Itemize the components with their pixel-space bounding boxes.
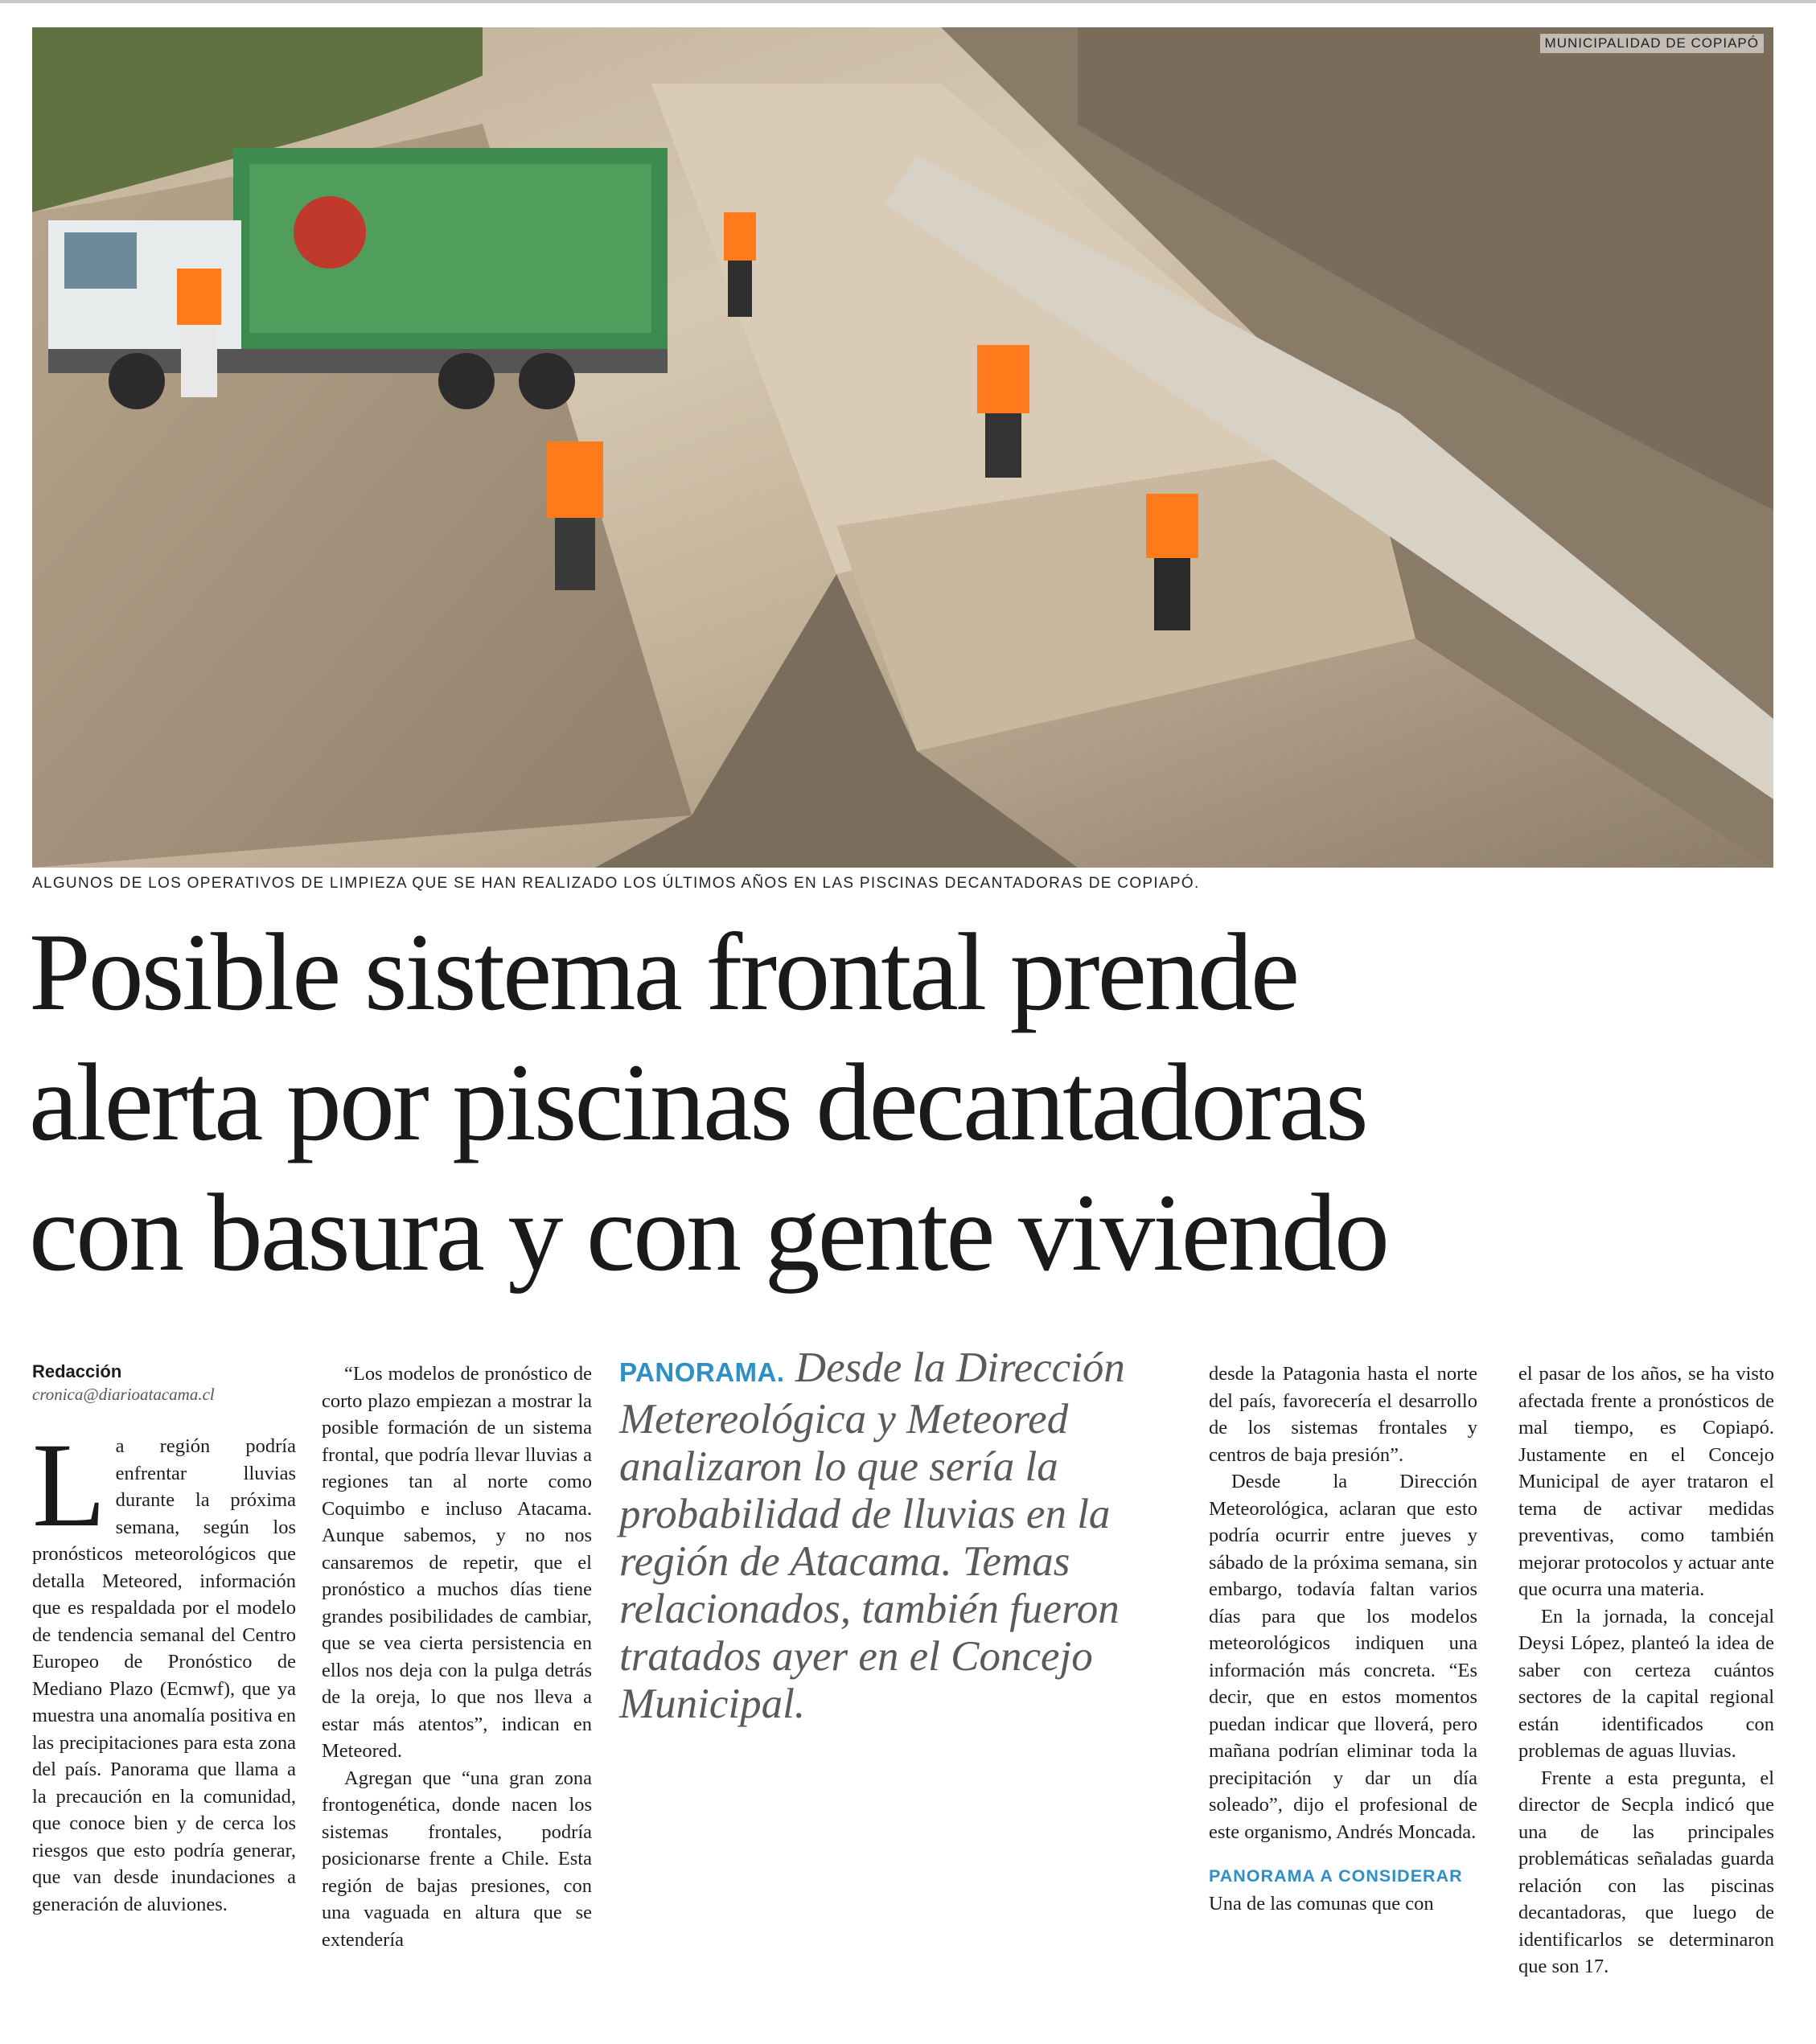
article-summary: [619, 1344, 1182, 1728]
paragraph: el pasar de los años, se ha visto afectada frente a pronósticos de mal tiempo, es Copiapó. Justamente en el Concejo Municipal de ayer trataron el tema de activar medidas preventivas, como también mejorar protocolos y actuar ante que ocurra una materia.: [1518, 1363, 1774, 1600]
summary-kicker: PANORAMA.: [619, 1357, 785, 1387]
paragraph: Agregan que “una gran zona frontogenética, donde nacen los sistemas frontales, podría posicionarse frente a Chile. Esta región de bajas presiones, con una vaguada en altura que se extendería: [322, 1767, 592, 1951]
article-column-5: [1518, 1361, 1774, 1980]
summary-text: Desde la Dirección Metereológica y Meteored analizaron lo que sería la probabilidad de lluvias en la región de Atacama. Temas relacionados, también fueron tratados ayer en el Concejo Municipal.: [619, 1344, 1125, 1727]
headline-line-2: alerta por piscinas decantadoras: [29, 1040, 1366, 1164]
lead-text: a región podría enfrentar lluvias durante la próxima semana, según los pronósticos meteorológicos que detalla Meteored, información que es respaldada por el modelo de tendencia semanal del Centro Europeo de Pronóstico de Mediano Plazo (Ecmwf), que ya muestra una anomalía positiva en las precipitaciones para esta zona del país. Panorama que llama a la precaución en la comunidad, que conoce bien y de cerca los riesgos que esto podría generar, que van desde inundaciones a generación de aluviones.: [32, 1435, 296, 1915]
paragraph: Desde la Dirección Meteorológica, aclaran que esto podría ocurrir entre jueves y sábado de la próxima semana, sin embargo, todavía faltan varios días para que los modelos meteorológicos indiquen una información más concreta. “Es decir, que en estos momentos puedan indicar que lloverá, pero mañana podrían eliminar toda la precipitación y dar un día soleado”, dijo el profesional de este organismo, Andrés Moncada.: [1209, 1471, 1477, 1843]
top-rule: [0, 0, 1816, 3]
photo-credit: MUNICIPALIDAD DE COPIAPÓ: [1540, 34, 1764, 53]
section-subhead: PANORAMA A CONSIDERAR: [1209, 1866, 1463, 1886]
headline-line-3: con basura y con gente viviendo: [29, 1171, 1387, 1294]
byline-email[interactable]: cronica@diarioatacama.cl: [32, 1385, 215, 1404]
headline-line-1: Posible sistema frontal prende: [29, 910, 1298, 1033]
article-column-2: [322, 1361, 592, 1953]
truck-illustration: [48, 148, 668, 409]
photo-illustration: [32, 27, 1773, 868]
paragraph: Frente a esta pregunta, el director de Secpla indicó que una de las principales problemáticas señaladas guarda relación con las piscinas decantadoras, que luego de identificarlos se determinaron que son 17.: [1518, 1767, 1774, 1977]
paragraph: desde la Patagonia hasta el norte del país, favorecería el desarrollo de los sistemas frontales y centros de baja presión”.: [1209, 1363, 1477, 1466]
paragraph: Una de las comunas que con: [1209, 1892, 1434, 1915]
article-column-4: [1209, 1361, 1477, 1917]
photo-caption: ALGUNOS DE LOS OPERATIVOS DE LIMPIEZA QUE SE HAN REALIZADO LOS ÚLTIMOS AÑOS EN LAS PISCINAS DECANTADORAS DE COPIAPÓ.: [32, 875, 1200, 892]
paragraph: “Los modelos de pronóstico de corto plazo empiezan a mostrar la posible formación de un sistema frontal, que podría llevar lluvias a regiones tan al norte como Coquimbo e incluso Atacama. Aunque sabemos, y no nos cansaremos de repetir, que el pronóstico a muchos días tiene grandes posibilidades de cambiar, que se vea cierta persistencia en ellos nos deja con la pulga detrás de la oreja, lo que nos lleva a estar más atentos”, indican en Meteored.: [322, 1363, 592, 1762]
byline-author: Redacción: [32, 1361, 122, 1381]
headline: [29, 907, 1782, 1298]
paragraph: En la jornada, la concejal Deysi López, planteó la idea de saber con certeza cuántos sectores de la capital regional están identificados con problemas de aguas lluvias.: [1518, 1605, 1774, 1762]
lead-paragraph: [32, 1418, 296, 1918]
drop-cap: L: [32, 1418, 106, 1552]
article-column-1: [32, 1361, 296, 1918]
news-photo: [32, 27, 1773, 868]
